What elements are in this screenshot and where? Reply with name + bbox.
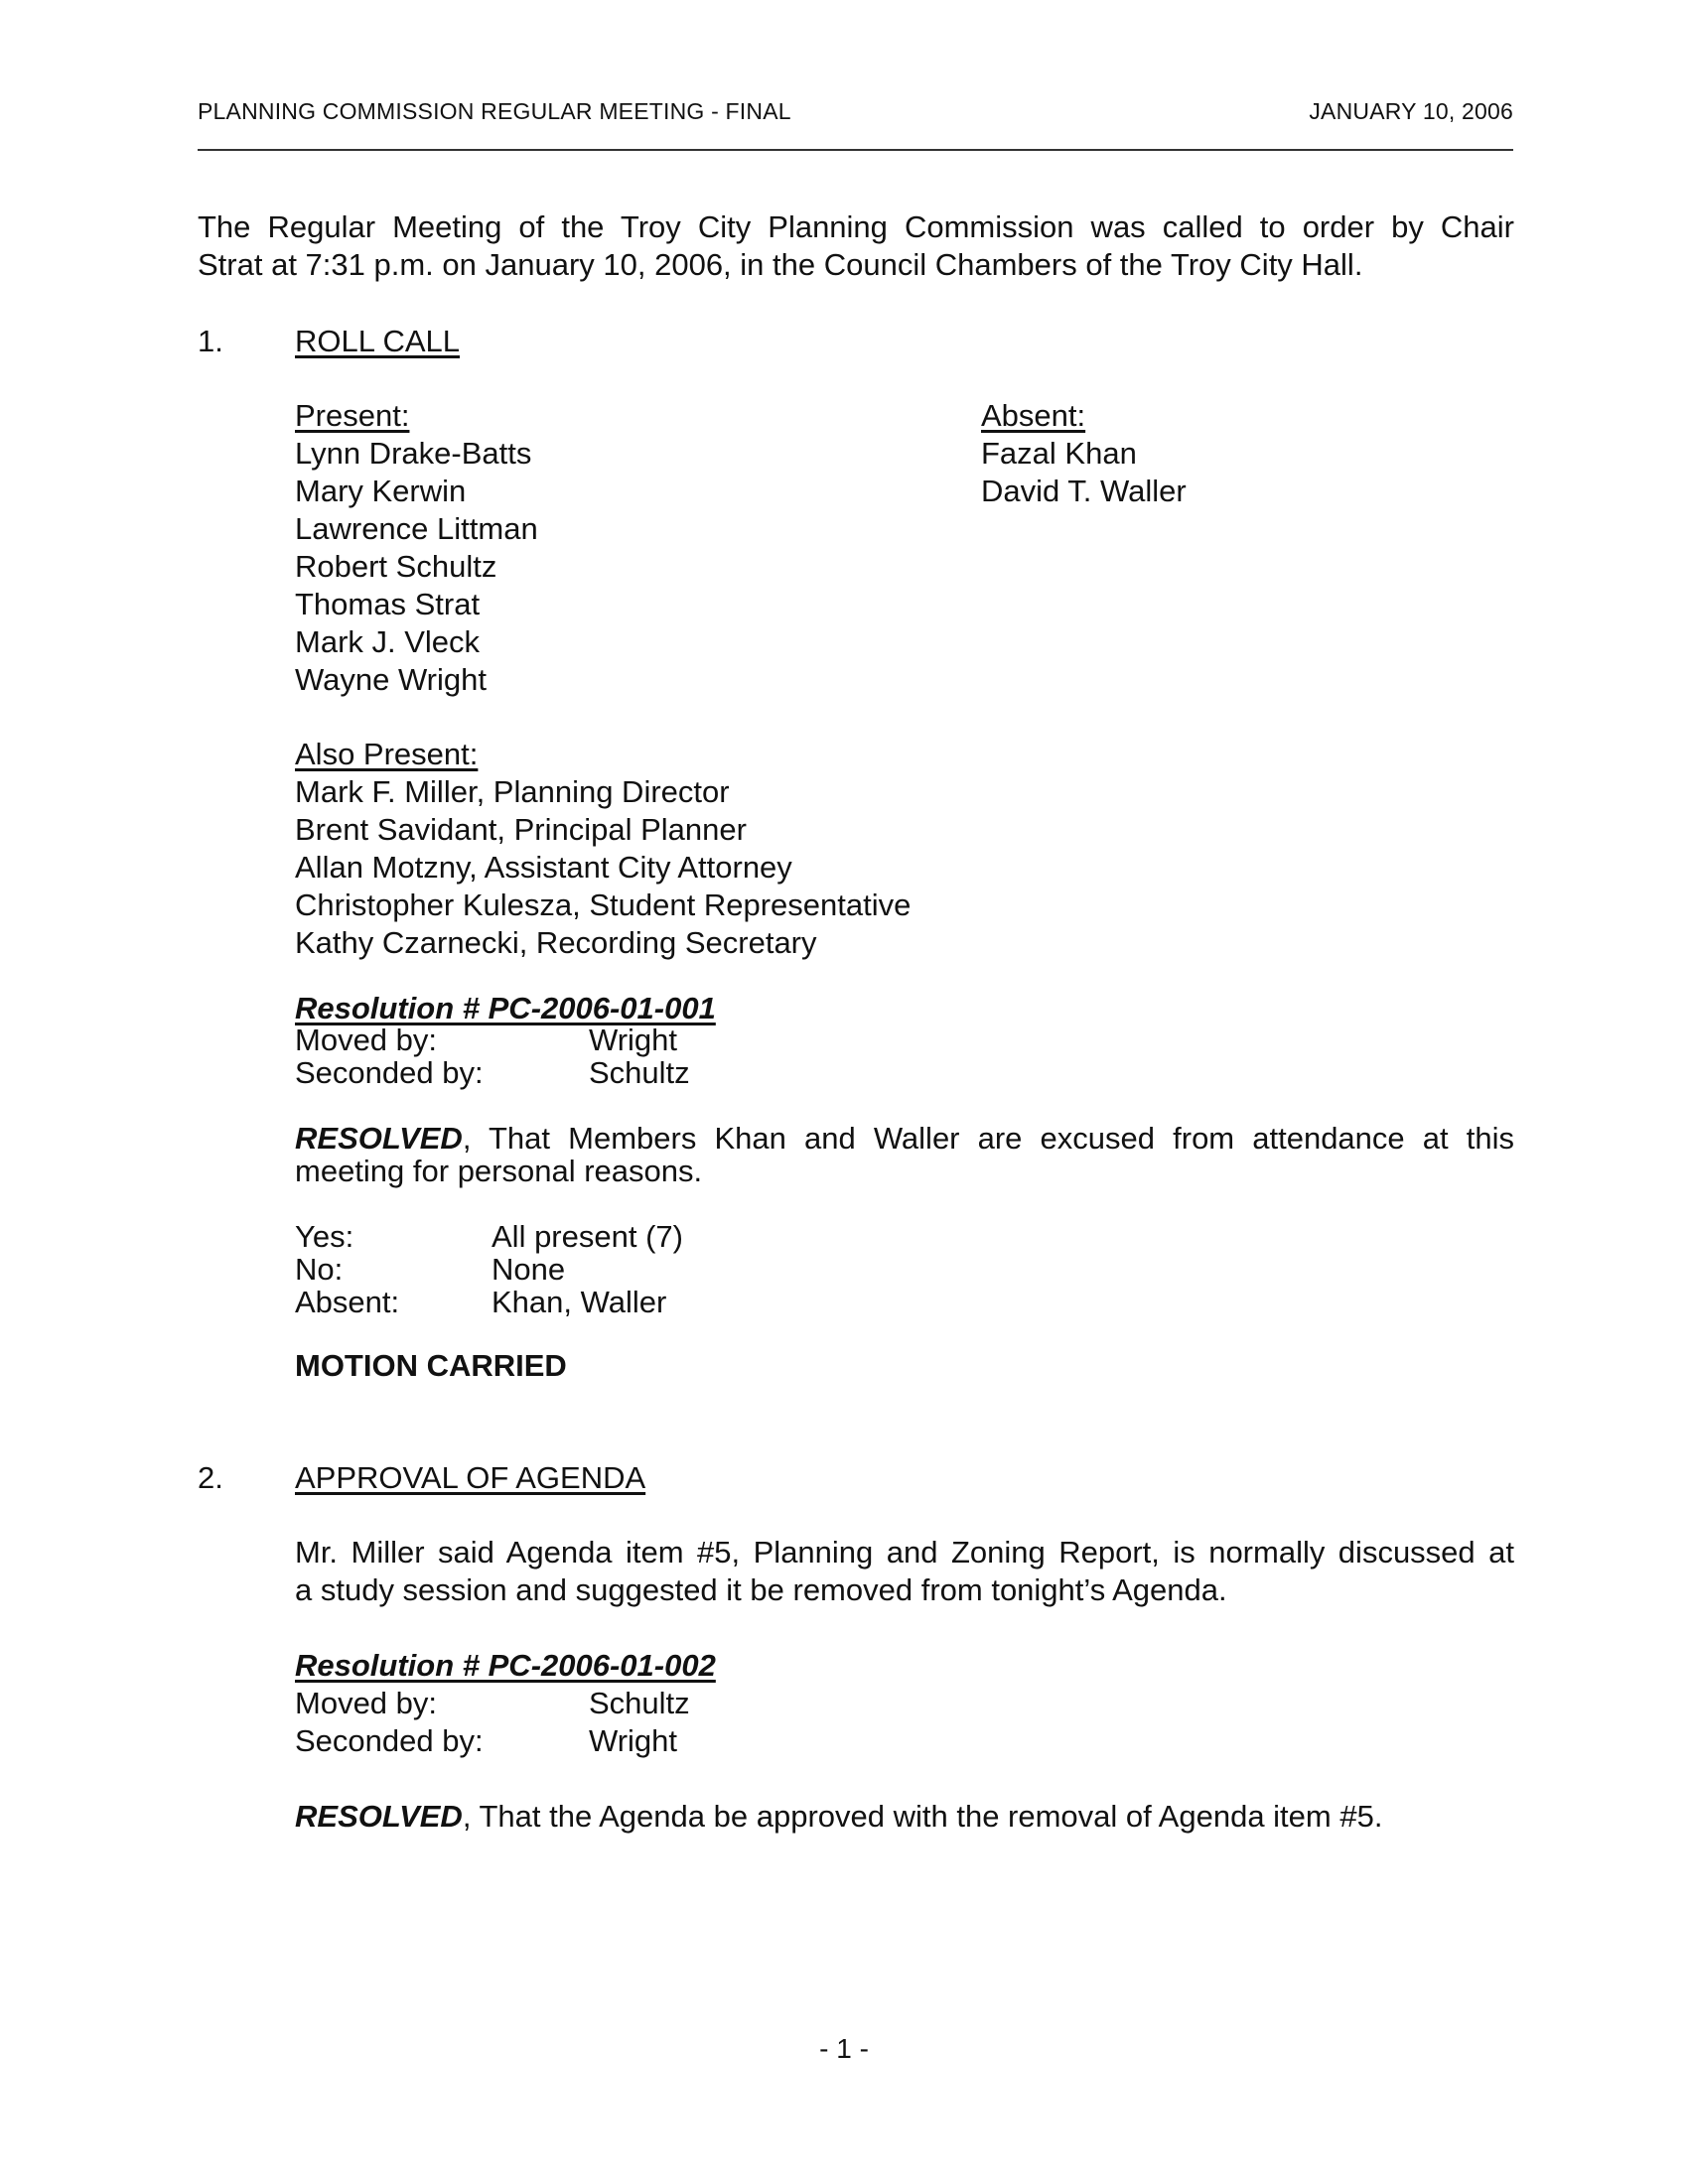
present-member: Robert Schultz	[295, 549, 497, 584]
section-2-number: 2.	[198, 1460, 223, 1495]
also-present-person: Mark F. Miller, Planning Director	[295, 774, 730, 809]
seconded-by-label: Seconded by:	[295, 1723, 484, 1758]
resolved-line	[295, 1798, 1382, 1836]
absent-member: David T. Waller	[981, 474, 1187, 508]
section-2-title: APPROVAL OF AGENDA	[295, 1460, 646, 1495]
header-divider	[198, 149, 1513, 151]
present-member: Lawrence Littman	[295, 511, 538, 546]
also-present-person: Brent Savidant, Principal Planner	[295, 812, 747, 847]
absent-member: Fazal Khan	[981, 436, 1137, 471]
moved-by-value: Schultz	[589, 1686, 690, 1720]
vote-no-label: No:	[295, 1252, 344, 1287]
present-member: Mary Kerwin	[295, 474, 467, 508]
resolution-number: Resolution # PC-2006-01-002	[295, 1648, 716, 1683]
agenda-para-line-2: a study session and suggested it be removed from tonight’s Agenda.	[295, 1572, 1227, 1607]
absent-label: Absent:	[981, 398, 1086, 433]
present-member: Wayne Wright	[295, 662, 487, 697]
resolved-keyword: RESOLVED	[295, 1799, 463, 1834]
resolution-number: Resolution # PC-2006-01-001	[295, 991, 716, 1025]
also-present-person: Kathy Czarnecki, Recording Secretary	[295, 925, 817, 960]
also-present-person: Allan Motzny, Assistant City Attorney	[295, 850, 792, 885]
resolved-keyword: RESOLVED	[295, 1121, 463, 1156]
seconded-by-value: Wright	[589, 1723, 678, 1758]
vote-absent-label: Absent:	[295, 1285, 400, 1319]
vote-no-value: None	[492, 1252, 566, 1287]
seconded-by-label: Seconded by:	[295, 1055, 484, 1090]
moved-by-label: Moved by:	[295, 1686, 438, 1720]
motion-carried: MOTION CARRIED	[295, 1348, 567, 1383]
page-number: - 1 -	[819, 2033, 869, 2064]
moved-by-label: Moved by:	[295, 1023, 438, 1057]
resolved-line-2: meeting for personal reasons.	[295, 1154, 703, 1188]
also-present-person: Christopher Kulesza, Student Representative	[295, 887, 912, 922]
present-label: Present:	[295, 398, 410, 433]
section-1-number: 1.	[198, 324, 223, 358]
present-member: Lynn Drake-Batts	[295, 436, 532, 471]
vote-yes-value: All present (7)	[492, 1219, 683, 1254]
vote-absent-value: Khan, Waller	[492, 1285, 667, 1319]
header-date: JANUARY 10, 2006	[1309, 98, 1513, 124]
section-1-title: ROLL CALL	[295, 324, 460, 358]
header-title: PLANNING COMMISSION REGULAR MEETING - FINAL	[198, 98, 791, 124]
resolved-text: , That Members Khan and Waller are excused from attendance at this	[462, 1121, 1514, 1156]
intro-line-2: Strat at 7:31 p.m. on January 10, 2006, in the Council Chambers of the Troy City Hall.	[198, 247, 1363, 282]
present-member: Mark J. Vleck	[295, 624, 481, 659]
intro-line-1: The Regular Meeting of the Troy City Planning Commission was called to order by Chair	[198, 209, 1514, 244]
seconded-by-value: Schultz	[589, 1055, 690, 1090]
moved-by-value: Wright	[589, 1023, 678, 1057]
also-present-label: Also Present:	[295, 737, 479, 771]
resolved-text: , That the Agenda be approved with the removal of Agenda item #5.	[462, 1799, 1383, 1834]
vote-yes-label: Yes:	[295, 1219, 354, 1254]
present-member: Thomas Strat	[295, 587, 481, 621]
agenda-para-line-1: Mr. Miller said Agenda item #5, Planning and Zoning Report, is normally discussed at	[295, 1535, 1514, 1570]
